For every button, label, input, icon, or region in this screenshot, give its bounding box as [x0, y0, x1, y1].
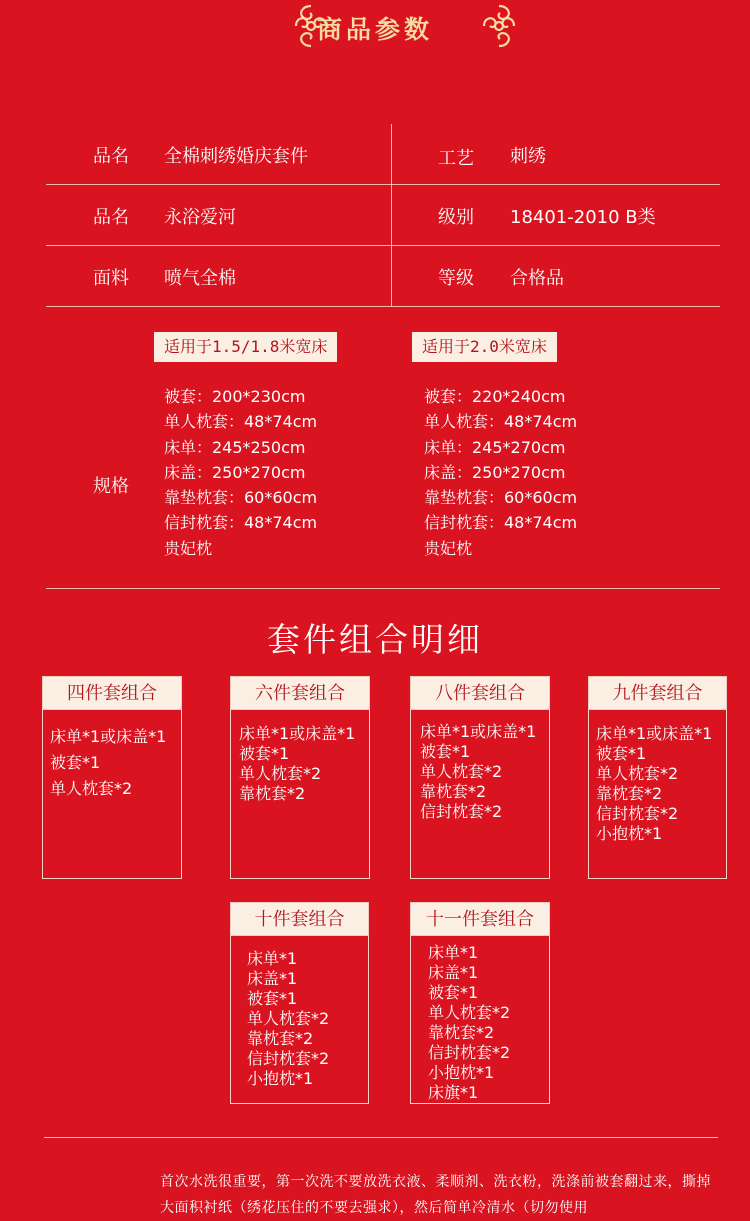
combo-items	[428, 943, 510, 1103]
page-title: 商品参数	[316, 15, 433, 44]
spec-item: 床盖：250*270cm	[424, 462, 566, 482]
combo-item: 被套*1	[50, 753, 101, 772]
combo-item: 单人枕套*2	[420, 762, 503, 781]
combo-item: 单人枕套*2	[428, 1003, 511, 1022]
spec-item: 信封枕套：48*74cm	[424, 513, 578, 533]
spec-item: 床单：245*250cm	[164, 437, 306, 457]
combo-item: 单人枕套*2	[247, 1009, 330, 1028]
combo-item: 床单*1或床盖*1	[420, 722, 537, 741]
section-header	[0, 0, 750, 60]
combo-item: 床单*1	[428, 943, 479, 962]
spec-item: 靠垫枕套：60*60cm	[424, 488, 578, 508]
row-divider	[46, 588, 720, 589]
spec-list	[424, 384, 577, 561]
combo-header: 四件套组合	[42, 676, 182, 710]
spec-item: 贵妃枕	[424, 538, 473, 558]
spec-item: 靠垫枕套：60*60cm	[164, 488, 318, 508]
param-value: 全棉刺绣婚庆套件	[164, 146, 308, 167]
combo-item: 靠枕套*2	[596, 784, 663, 803]
combo-item: 床单*1或床盖*1	[50, 727, 167, 746]
param-value: 合格品	[510, 268, 564, 289]
combo-section-title: 套件组合明细	[267, 620, 483, 659]
bed-size-tag: 适用于2.0米宽床	[412, 332, 557, 362]
combo-header: 八件套组合	[410, 676, 550, 710]
spec-item: 床盖：250*270cm	[164, 462, 306, 482]
combo-item: 小抱枕*1	[596, 824, 663, 843]
combo-item: 靠枕套*2	[247, 1029, 314, 1048]
cloud-ornament-icon	[478, 2, 520, 50]
combo-item: 单人枕套*2	[596, 764, 679, 783]
param-value: 18401-2010 B类	[510, 207, 656, 228]
combo-header: 十件套组合	[230, 902, 369, 936]
combo-items	[420, 722, 536, 822]
combo-item: 床单*1或床盖*1	[596, 724, 713, 743]
combo-header: 六件套组合	[230, 676, 370, 710]
spec-item: 被套：200*230cm	[164, 387, 306, 406]
param-value: 永浴爱河	[164, 207, 236, 228]
row-divider	[46, 184, 720, 185]
param-value: 刺绣	[510, 146, 546, 167]
combo-item: 靠枕套*2	[239, 784, 306, 803]
combo-item: 床旗*1	[428, 1083, 479, 1102]
row-divider	[46, 306, 720, 307]
bed-size-tag: 适用于1.5/1.8米宽床	[154, 332, 337, 362]
combo-items	[239, 724, 355, 804]
combo-item: 单人枕套*2	[239, 764, 322, 783]
combo-items	[50, 724, 166, 802]
param-label: 工艺	[438, 148, 474, 169]
combo-item: 被套*1	[239, 744, 290, 763]
combo-item: 靠枕套*2	[420, 782, 487, 801]
combo-item: 床单*1	[247, 949, 298, 968]
section-divider	[44, 1137, 718, 1138]
spec-item: 信封枕套：48*74cm	[164, 513, 318, 533]
spec-item: 贵妃枕	[164, 538, 213, 558]
param-value: 喷气全棉	[164, 268, 236, 289]
param-label: 等级	[438, 268, 474, 289]
combo-item: 信封枕套*2	[420, 802, 503, 821]
combo-item: 床盖*1	[247, 969, 298, 988]
table-divider	[391, 124, 392, 306]
combo-item: 被套*1	[428, 983, 479, 1002]
param-label: 面料	[93, 268, 129, 289]
spec-item: 被套：220*240cm	[424, 387, 566, 406]
combo-item: 被套*1	[420, 742, 471, 761]
combo-item: 床盖*1	[428, 963, 479, 982]
param-label: 级别	[438, 207, 474, 228]
spec-label: 规格	[93, 476, 129, 497]
combo-item: 信封枕套*2	[247, 1049, 330, 1068]
param-label: 品名	[93, 146, 129, 167]
combo-item: 小抱枕*1	[247, 1069, 314, 1088]
row-divider	[46, 245, 720, 246]
param-label: 品名	[93, 207, 129, 228]
spec-list	[164, 384, 317, 561]
combo-header: 十一件套组合	[410, 902, 550, 936]
combo-items	[596, 724, 712, 844]
combo-header: 九件套组合	[588, 676, 727, 710]
combo-item: 被套*1	[596, 744, 647, 763]
combo-item: 被套*1	[247, 989, 298, 1008]
spec-item: 单人枕套：48*74cm	[164, 412, 318, 432]
combo-item: 单人枕套*2	[50, 779, 133, 798]
combo-item: 床单*1或床盖*1	[239, 724, 356, 743]
combo-item: 靠枕套*2	[428, 1023, 495, 1042]
combo-items	[247, 949, 329, 1089]
combo-item: 小抱枕*1	[428, 1063, 495, 1082]
spec-item: 床单：245*270cm	[424, 437, 566, 457]
care-note: 首次水洗很重要，第一次洗不要放洗衣液、柔顺剂、洗衣粉，洗涤前被套翻过来，撕掉大面积衬纸（绣花压住的不要去强求），然后简单冷清水（切勿使用	[160, 1174, 711, 1216]
combo-item: 信封枕套*2	[428, 1043, 511, 1062]
spec-item: 单人枕套：48*74cm	[424, 412, 578, 432]
combo-item: 信封枕套*2	[596, 804, 679, 823]
